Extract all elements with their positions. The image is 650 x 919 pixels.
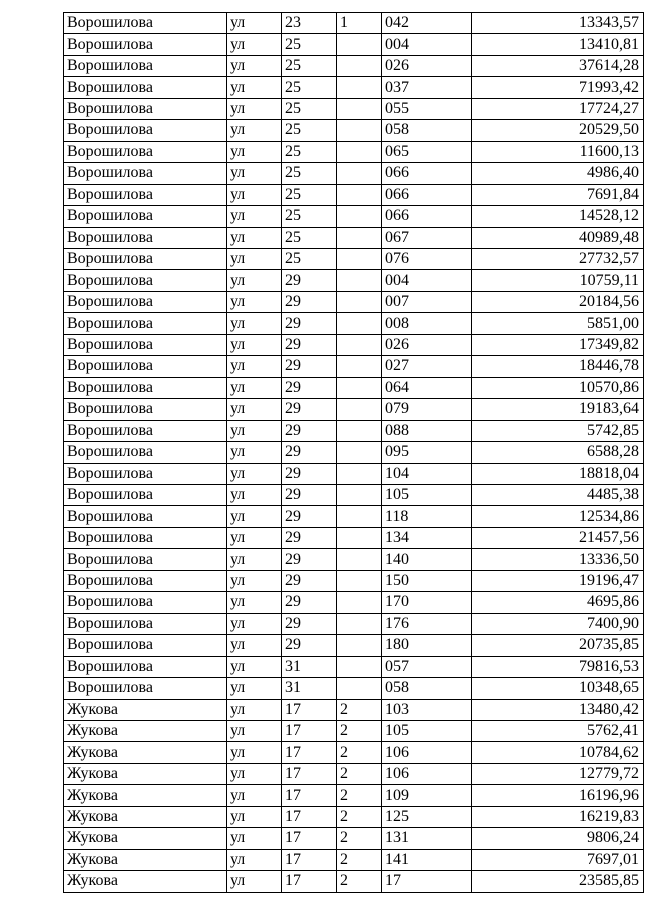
amount-cell: 18818,04	[472, 463, 644, 484]
apartment-cell: 109	[382, 785, 472, 806]
street-type-cell: ул	[227, 13, 282, 34]
amount-cell: 20529,50	[472, 120, 644, 141]
apartment-cell: 106	[382, 742, 472, 763]
street-name-cell: Ворошилова	[64, 442, 227, 463]
house-number-cell: 25	[282, 98, 337, 119]
table-row	[64, 98, 644, 119]
street-type-cell: ул	[227, 785, 282, 806]
building-cell	[337, 463, 382, 484]
amount-cell: 13410,81	[472, 34, 644, 55]
street-type-cell: ул	[227, 334, 282, 355]
street-type-cell: ул	[227, 828, 282, 849]
street-name-cell: Ворошилова	[64, 613, 227, 634]
table-row	[64, 399, 644, 420]
street-name-cell: Ворошилова	[64, 248, 227, 269]
building-cell: 2	[337, 742, 382, 763]
apartment-cell: 058	[382, 120, 472, 141]
apartment-cell: 004	[382, 34, 472, 55]
street-name-cell: Ворошилова	[64, 420, 227, 441]
street-name-cell: Ворошилова	[64, 334, 227, 355]
table-row	[64, 34, 644, 55]
apartment-cell: 008	[382, 313, 472, 334]
table-row	[64, 356, 644, 377]
table-row	[64, 613, 644, 634]
building-cell	[337, 270, 382, 291]
house-number-cell: 29	[282, 442, 337, 463]
amount-cell: 21457,56	[472, 527, 644, 548]
street-name-cell: Ворошилова	[64, 55, 227, 76]
street-type-cell: ул	[227, 206, 282, 227]
street-name-cell: Ворошилова	[64, 291, 227, 312]
street-type-cell: ул	[227, 635, 282, 656]
street-name-cell: Ворошилова	[64, 463, 227, 484]
house-number-cell: 29	[282, 399, 337, 420]
table-row	[64, 77, 644, 98]
building-cell	[337, 399, 382, 420]
street-type-cell: ул	[227, 270, 282, 291]
house-number-cell: 17	[282, 806, 337, 827]
amount-cell: 16219,83	[472, 806, 644, 827]
amount-cell: 19183,64	[472, 399, 644, 420]
house-number-cell: 25	[282, 206, 337, 227]
table-row	[64, 206, 644, 227]
apartment-cell: 141	[382, 849, 472, 870]
house-number-cell: 25	[282, 248, 337, 269]
street-name-cell: Жукова	[64, 785, 227, 806]
street-name-cell: Ворошилова	[64, 313, 227, 334]
building-cell	[337, 420, 382, 441]
apartment-cell: 066	[382, 163, 472, 184]
street-type-cell: ул	[227, 849, 282, 870]
street-name-cell: Ворошилова	[64, 120, 227, 141]
street-name-cell: Ворошилова	[64, 484, 227, 505]
house-number-cell: 29	[282, 270, 337, 291]
house-number-cell: 29	[282, 420, 337, 441]
table-row	[64, 592, 644, 613]
table-body	[64, 13, 644, 893]
building-cell	[337, 442, 382, 463]
street-type-cell: ул	[227, 720, 282, 741]
apartment-cell: 065	[382, 141, 472, 162]
amount-cell: 23585,85	[472, 871, 644, 892]
house-number-cell: 25	[282, 34, 337, 55]
apartment-cell: 150	[382, 570, 472, 591]
amount-cell: 4485,38	[472, 484, 644, 505]
building-cell	[337, 55, 382, 76]
house-number-cell: 29	[282, 291, 337, 312]
building-cell	[337, 635, 382, 656]
building-cell	[337, 206, 382, 227]
apartment-cell: 088	[382, 420, 472, 441]
house-number-cell: 29	[282, 377, 337, 398]
building-cell: 2	[337, 871, 382, 892]
house-number-cell: 29	[282, 463, 337, 484]
building-cell	[337, 184, 382, 205]
apartment-cell: 055	[382, 98, 472, 119]
street-type-cell: ул	[227, 592, 282, 613]
street-type-cell: ул	[227, 356, 282, 377]
apartment-cell: 104	[382, 463, 472, 484]
apartment-cell: 105	[382, 484, 472, 505]
apartment-cell: 180	[382, 635, 472, 656]
house-number-cell: 29	[282, 313, 337, 334]
table-row	[64, 549, 644, 570]
table-row	[64, 806, 644, 827]
amount-cell: 4695,86	[472, 592, 644, 613]
street-name-cell: Ворошилова	[64, 549, 227, 570]
building-cell	[337, 77, 382, 98]
table-row	[64, 656, 644, 677]
house-number-cell: 17	[282, 742, 337, 763]
amount-cell: 37614,28	[472, 55, 644, 76]
house-number-cell: 29	[282, 334, 337, 355]
house-number-cell: 29	[282, 613, 337, 634]
street-type-cell: ул	[227, 98, 282, 119]
table-row	[64, 248, 644, 269]
street-type-cell: ул	[227, 399, 282, 420]
apartment-cell: 057	[382, 656, 472, 677]
street-name-cell: Ворошилова	[64, 13, 227, 34]
house-number-cell: 29	[282, 570, 337, 591]
amount-cell: 6588,28	[472, 442, 644, 463]
street-type-cell: ул	[227, 656, 282, 677]
amount-cell: 5762,41	[472, 720, 644, 741]
amount-cell: 5742,85	[472, 420, 644, 441]
amount-cell: 10759,11	[472, 270, 644, 291]
street-type-cell: ул	[227, 806, 282, 827]
amount-cell: 11600,13	[472, 141, 644, 162]
street-name-cell: Ворошилова	[64, 163, 227, 184]
apartment-cell: 042	[382, 13, 472, 34]
building-cell: 2	[337, 720, 382, 741]
amount-cell: 10784,62	[472, 742, 644, 763]
building-cell	[337, 506, 382, 527]
street-name-cell: Жукова	[64, 849, 227, 870]
building-cell	[337, 527, 382, 548]
table-row	[64, 141, 644, 162]
table-row	[64, 849, 644, 870]
apartment-cell: 066	[382, 206, 472, 227]
building-cell: 2	[337, 806, 382, 827]
house-number-cell: 29	[282, 506, 337, 527]
apartment-cell: 17	[382, 871, 472, 892]
amount-cell: 20735,85	[472, 635, 644, 656]
apartment-cell: 064	[382, 377, 472, 398]
building-cell	[337, 163, 382, 184]
amount-cell: 9806,24	[472, 828, 644, 849]
street-name-cell: Жукова	[64, 720, 227, 741]
street-name-cell: Ворошилова	[64, 506, 227, 527]
street-type-cell: ул	[227, 248, 282, 269]
house-number-cell: 29	[282, 549, 337, 570]
building-cell: 2	[337, 699, 382, 720]
street-name-cell: Ворошилова	[64, 98, 227, 119]
table-row	[64, 334, 644, 355]
apartment-cell: 026	[382, 55, 472, 76]
street-type-cell: ул	[227, 463, 282, 484]
house-number-cell: 31	[282, 678, 337, 699]
building-cell	[337, 377, 382, 398]
building-cell	[337, 248, 382, 269]
street-name-cell: Ворошилова	[64, 527, 227, 548]
table-row	[64, 785, 644, 806]
house-number-cell: 17	[282, 849, 337, 870]
house-number-cell: 25	[282, 163, 337, 184]
street-name-cell: Ворошилова	[64, 227, 227, 248]
house-number-cell: 25	[282, 227, 337, 248]
apartment-cell: 140	[382, 549, 472, 570]
house-number-cell: 25	[282, 184, 337, 205]
amount-cell: 13336,50	[472, 549, 644, 570]
building-cell	[337, 34, 382, 55]
apartment-cell: 131	[382, 828, 472, 849]
street-name-cell: Ворошилова	[64, 184, 227, 205]
apartment-cell: 095	[382, 442, 472, 463]
street-type-cell: ул	[227, 77, 282, 98]
table-row	[64, 420, 644, 441]
street-type-cell: ул	[227, 184, 282, 205]
street-name-cell: Ворошилова	[64, 77, 227, 98]
street-type-cell: ул	[227, 527, 282, 548]
street-name-cell: Жукова	[64, 828, 227, 849]
house-number-cell: 25	[282, 141, 337, 162]
amount-cell: 7697,01	[472, 849, 644, 870]
street-name-cell: Жукова	[64, 871, 227, 892]
amount-cell: 5851,00	[472, 313, 644, 334]
table-row	[64, 506, 644, 527]
house-number-cell: 29	[282, 484, 337, 505]
street-type-cell: ул	[227, 55, 282, 76]
street-type-cell: ул	[227, 613, 282, 634]
amount-cell: 18446,78	[472, 356, 644, 377]
building-cell: 2	[337, 785, 382, 806]
table-row	[64, 742, 644, 763]
street-name-cell: Ворошилова	[64, 377, 227, 398]
apartment-cell: 134	[382, 527, 472, 548]
amount-cell: 20184,56	[472, 291, 644, 312]
street-name-cell: Ворошилова	[64, 656, 227, 677]
building-cell	[337, 98, 382, 119]
amount-cell: 12779,72	[472, 763, 644, 784]
building-cell	[337, 120, 382, 141]
street-name-cell: Ворошилова	[64, 678, 227, 699]
street-type-cell: ул	[227, 442, 282, 463]
house-number-cell: 17	[282, 699, 337, 720]
street-type-cell: ул	[227, 699, 282, 720]
building-cell	[337, 356, 382, 377]
apartment-cell: 105	[382, 720, 472, 741]
street-name-cell: Ворошилова	[64, 570, 227, 591]
street-type-cell: ул	[227, 549, 282, 570]
table-row	[64, 678, 644, 699]
street-name-cell: Ворошилова	[64, 141, 227, 162]
street-type-cell: ул	[227, 313, 282, 334]
street-name-cell: Ворошилова	[64, 206, 227, 227]
table-row	[64, 828, 644, 849]
building-cell	[337, 613, 382, 634]
building-cell	[337, 549, 382, 570]
table-row	[64, 13, 644, 34]
apartment-cell: 026	[382, 334, 472, 355]
amount-cell: 17724,27	[472, 98, 644, 119]
street-name-cell: Жукова	[64, 742, 227, 763]
street-type-cell: ул	[227, 163, 282, 184]
amount-cell: 17349,82	[472, 334, 644, 355]
apartment-cell: 007	[382, 291, 472, 312]
street-type-cell: ул	[227, 742, 282, 763]
table-row	[64, 120, 644, 141]
table-row	[64, 227, 644, 248]
street-name-cell: Ворошилова	[64, 399, 227, 420]
table-row	[64, 871, 644, 892]
building-cell	[337, 291, 382, 312]
apartment-cell: 170	[382, 592, 472, 613]
building-cell: 2	[337, 849, 382, 870]
amount-cell: 10348,65	[472, 678, 644, 699]
building-cell	[337, 313, 382, 334]
building-cell	[337, 570, 382, 591]
house-number-cell: 25	[282, 55, 337, 76]
house-number-cell: 25	[282, 120, 337, 141]
building-cell: 2	[337, 763, 382, 784]
table-row	[64, 527, 644, 548]
apartment-cell: 103	[382, 699, 472, 720]
street-type-cell: ул	[227, 377, 282, 398]
building-cell	[337, 141, 382, 162]
amount-cell: 14528,12	[472, 206, 644, 227]
street-type-cell: ул	[227, 120, 282, 141]
amount-cell: 7691,84	[472, 184, 644, 205]
building-cell	[337, 592, 382, 613]
street-type-cell: ул	[227, 141, 282, 162]
house-number-cell: 17	[282, 785, 337, 806]
street-type-cell: ул	[227, 291, 282, 312]
street-type-cell: ул	[227, 570, 282, 591]
house-number-cell: 29	[282, 527, 337, 548]
apartment-cell: 067	[382, 227, 472, 248]
apartment-cell: 118	[382, 506, 472, 527]
table-row	[64, 313, 644, 334]
amount-cell: 13343,57	[472, 13, 644, 34]
amount-cell: 79816,53	[472, 656, 644, 677]
street-type-cell: ул	[227, 506, 282, 527]
amount-cell: 7400,90	[472, 613, 644, 634]
table-row	[64, 463, 644, 484]
house-number-cell: 17	[282, 871, 337, 892]
street-type-cell: ул	[227, 871, 282, 892]
street-type-cell: ул	[227, 484, 282, 505]
amount-cell: 4986,40	[472, 163, 644, 184]
house-number-cell: 17	[282, 763, 337, 784]
table-row	[64, 270, 644, 291]
street-type-cell: ул	[227, 34, 282, 55]
house-number-cell: 23	[282, 13, 337, 34]
street-type-cell: ул	[227, 420, 282, 441]
table-row	[64, 635, 644, 656]
table-row	[64, 699, 644, 720]
apartment-cell: 066	[382, 184, 472, 205]
building-cell	[337, 334, 382, 355]
house-number-cell: 17	[282, 720, 337, 741]
street-name-cell: Жукова	[64, 699, 227, 720]
street-type-cell: ул	[227, 678, 282, 699]
table-row	[64, 763, 644, 784]
street-name-cell: Ворошилова	[64, 635, 227, 656]
building-cell	[337, 227, 382, 248]
amount-cell: 10570,86	[472, 377, 644, 398]
apartment-cell: 027	[382, 356, 472, 377]
table-row	[64, 484, 644, 505]
table-row	[64, 377, 644, 398]
apartment-cell: 106	[382, 763, 472, 784]
house-number-cell: 29	[282, 356, 337, 377]
street-name-cell: Ворошилова	[64, 356, 227, 377]
street-type-cell: ул	[227, 227, 282, 248]
apartment-cell: 125	[382, 806, 472, 827]
amount-cell: 13480,42	[472, 699, 644, 720]
amount-cell: 16196,96	[472, 785, 644, 806]
table-row	[64, 720, 644, 741]
amount-cell: 27732,57	[472, 248, 644, 269]
apartment-cell: 037	[382, 77, 472, 98]
street-name-cell: Ворошилова	[64, 34, 227, 55]
building-cell	[337, 678, 382, 699]
table-row	[64, 55, 644, 76]
building-cell	[337, 484, 382, 505]
table-row	[64, 570, 644, 591]
street-name-cell: Ворошилова	[64, 592, 227, 613]
apartment-cell: 058	[382, 678, 472, 699]
house-number-cell: 31	[282, 656, 337, 677]
amount-cell: 19196,47	[472, 570, 644, 591]
amount-cell: 12534,86	[472, 506, 644, 527]
house-number-cell: 17	[282, 828, 337, 849]
table-row	[64, 184, 644, 205]
table-row	[64, 163, 644, 184]
building-cell: 2	[337, 828, 382, 849]
house-number-cell: 29	[282, 635, 337, 656]
building-cell: 1	[337, 13, 382, 34]
house-number-cell: 29	[282, 592, 337, 613]
apartment-cell: 176	[382, 613, 472, 634]
table-row	[64, 442, 644, 463]
street-name-cell: Жукова	[64, 806, 227, 827]
house-number-cell: 25	[282, 77, 337, 98]
building-cell	[337, 656, 382, 677]
street-name-cell: Ворошилова	[64, 270, 227, 291]
apartment-cell: 076	[382, 248, 472, 269]
amount-cell: 71993,42	[472, 77, 644, 98]
apartment-cell: 079	[382, 399, 472, 420]
data-table	[63, 12, 644, 893]
street-type-cell: ул	[227, 763, 282, 784]
apartment-cell: 004	[382, 270, 472, 291]
street-name-cell: Жукова	[64, 763, 227, 784]
table-row	[64, 291, 644, 312]
amount-cell: 40989,48	[472, 227, 644, 248]
